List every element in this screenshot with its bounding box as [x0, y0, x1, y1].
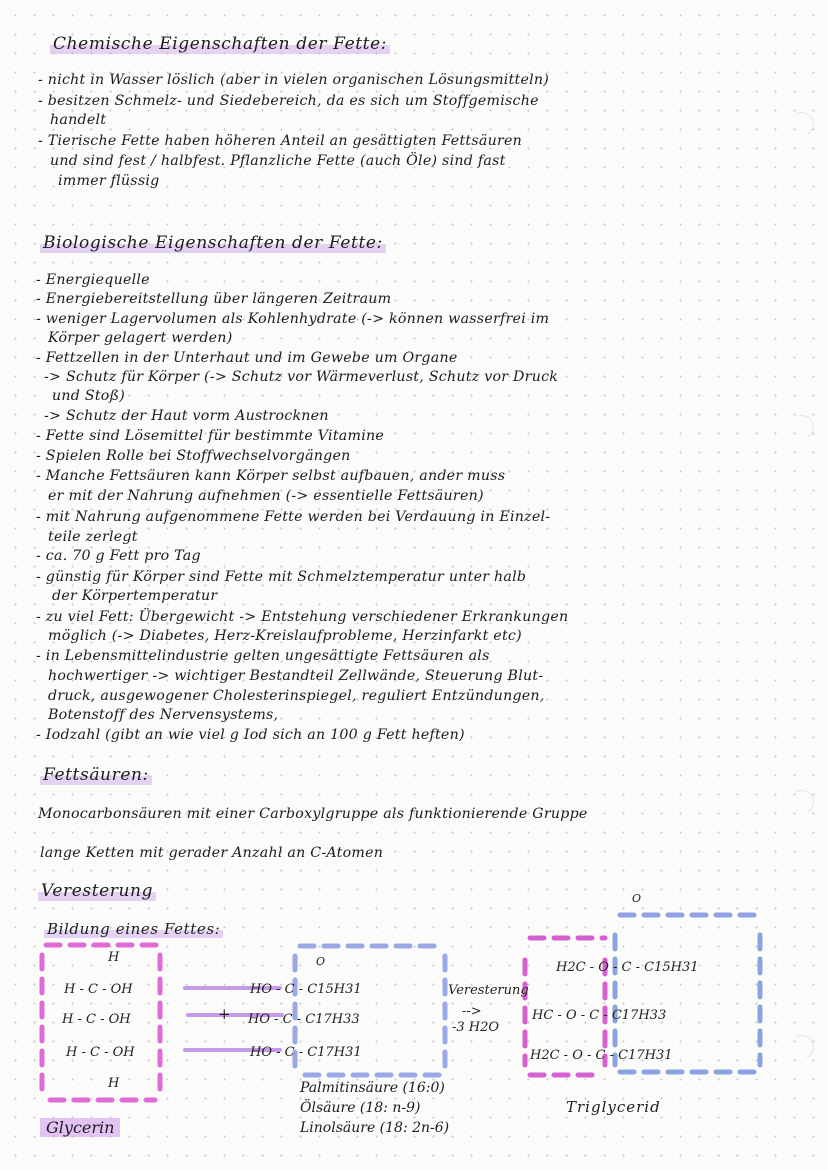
- chemical-line: - Tierische Fette haben höheren Anteil an gesättigten Fettsäuren: [38, 133, 523, 149]
- fatty-acid-row: HO - C - C15H31: [250, 982, 362, 997]
- biological-line: - Iodzahl (gibt an wie viel g Iod sich an 100 g Fett heften): [36, 727, 465, 743]
- biological-line: - Spielen Rolle bei Stoffwechselvorgängen: [36, 448, 351, 464]
- triglyceride-row: H2C - O - C - C17H31: [530, 1048, 673, 1063]
- biological-line: -> Schutz für Körper (-> Schutz vor Wärmeverlust, Schutz vor Druck: [44, 369, 559, 385]
- biological-line: Körper gelagert werden): [48, 330, 233, 346]
- esterification-heading: Veresterung: [38, 881, 156, 901]
- biological-line: -> Schutz der Haut vorm Austrocknen: [44, 408, 329, 424]
- glycerin-h-top: H: [108, 950, 120, 965]
- chemical-line: handelt: [50, 112, 107, 128]
- fat-formation-subtitle: Bildung eines Fettes:: [44, 920, 223, 938]
- fatty-acids-line: Monocarbonsäuren mit einer Carboxylgruppe als funktionierende Gruppe: [38, 806, 588, 822]
- biological-line: - günstig für Körper sind Fette mit Schmelztemperatur unter halb: [36, 569, 527, 585]
- water-removed: -3 H2O: [452, 1020, 500, 1035]
- chemical-line: - nicht in Wasser löslich (aber in vielen organischen Lösungsmitteln): [38, 72, 550, 88]
- biological-line: druck, ausgewogener Cholesterinspiegel, reguliert Entzündungen,: [48, 688, 545, 704]
- biological-line: hochwertiger -> wichtiger Bestandteil Zellwände, Steuerung Blut-: [48, 668, 544, 684]
- fatty-acid-name: Ölsäure (18: n-9): [300, 1100, 421, 1116]
- biological-line: - Energiebereitstellung über längeren Zeitraum: [36, 291, 392, 307]
- plus-sign: +: [218, 1005, 231, 1023]
- biological-line: - Fette sind Lösemittel für bestimmte Vitamine: [36, 428, 385, 444]
- glycerin-label: Glycerin: [40, 1118, 120, 1137]
- biological-line: - weniger Lagervolumen als Kohlenhydrate (-> können wasserfrei im: [36, 311, 550, 327]
- triglyceride-row: HC - O - C - C17H33: [532, 1008, 667, 1023]
- biological-line: - Manche Fettsäuren kann Körper selbst aufbauen, ander muss: [36, 468, 506, 484]
- glycerin-row: H - C - OH: [62, 1012, 131, 1027]
- fatty-acid-row: HO - C - C17H31: [250, 1045, 362, 1060]
- biological-line: - Fettzellen in der Unterhaut und im Gewebe um Organe: [36, 350, 458, 366]
- biological-line: - Energiequelle: [36, 272, 150, 288]
- reaction-label: Veresterung: [448, 983, 529, 998]
- reaction-arrow: -->: [462, 1004, 482, 1019]
- fatty-acids-line: lange Ketten mit gerader Anzahl an C-Atomen: [40, 845, 384, 861]
- biological-properties-heading: Biologische Eigenschaften der Fette:: [40, 233, 386, 253]
- triglyceride-oxygen: O: [632, 892, 642, 905]
- chemical-line: - besitzen Schmelz- und Siedebereich, da es sich um Stoffgemische: [38, 93, 539, 109]
- glycerin-row: H - C - OH: [64, 982, 133, 997]
- biological-line: er mit der Nahrung aufnehmen (-> essentielle Fettsäuren): [48, 488, 484, 504]
- fatty-acid-name: Palmitinsäure (16:0): [300, 1080, 445, 1096]
- chemical-line: immer flüssig: [58, 173, 160, 189]
- chemical-line: und sind fest / halbfest. Pflanzliche Fette (auch Öle) sind fast: [50, 153, 506, 169]
- biological-line: möglich (-> Diabetes, Herz-Kreislaufprobleme, Herzinfarkt etc): [48, 628, 522, 644]
- biological-line: Botenstoff des Nervensystems,: [48, 707, 279, 723]
- biological-line: teile zerlegt: [48, 529, 138, 545]
- biological-line: und Stoß): [52, 388, 126, 404]
- fatty-acids-heading: Fettsäuren:: [40, 765, 152, 785]
- glycerin-row: H - C - OH: [66, 1045, 135, 1060]
- chemical-properties-heading: Chemische Eigenschaften der Fette:: [50, 34, 390, 54]
- biological-line: der Körpertemperatur: [52, 588, 218, 604]
- fatty-acid-row: HO - C - C17H33: [248, 1012, 360, 1027]
- glycerin-h-bottom: H: [108, 1076, 120, 1091]
- triglyceride-label: Triglycerid: [566, 1098, 661, 1116]
- fatty-acid-name: Linolsäure (18: 2n-6): [300, 1120, 450, 1136]
- biological-line: - mit Nahrung aufgenommene Fette werden bei Verdauung in Einzel-: [36, 509, 551, 525]
- biological-line: - in Lebensmittelindustrie gelten ungesättigte Fettsäuren als: [36, 648, 490, 664]
- triglyceride-row: H2C - O - C - C15H31: [556, 960, 699, 975]
- acid-carbonyl-oxygen: O: [316, 955, 326, 968]
- biological-line: - zu viel Fett: Übergewicht -> Entstehung verschiedener Erkrankungen: [36, 609, 569, 625]
- biological-line: - ca. 70 g Fett pro Tag: [36, 548, 201, 564]
